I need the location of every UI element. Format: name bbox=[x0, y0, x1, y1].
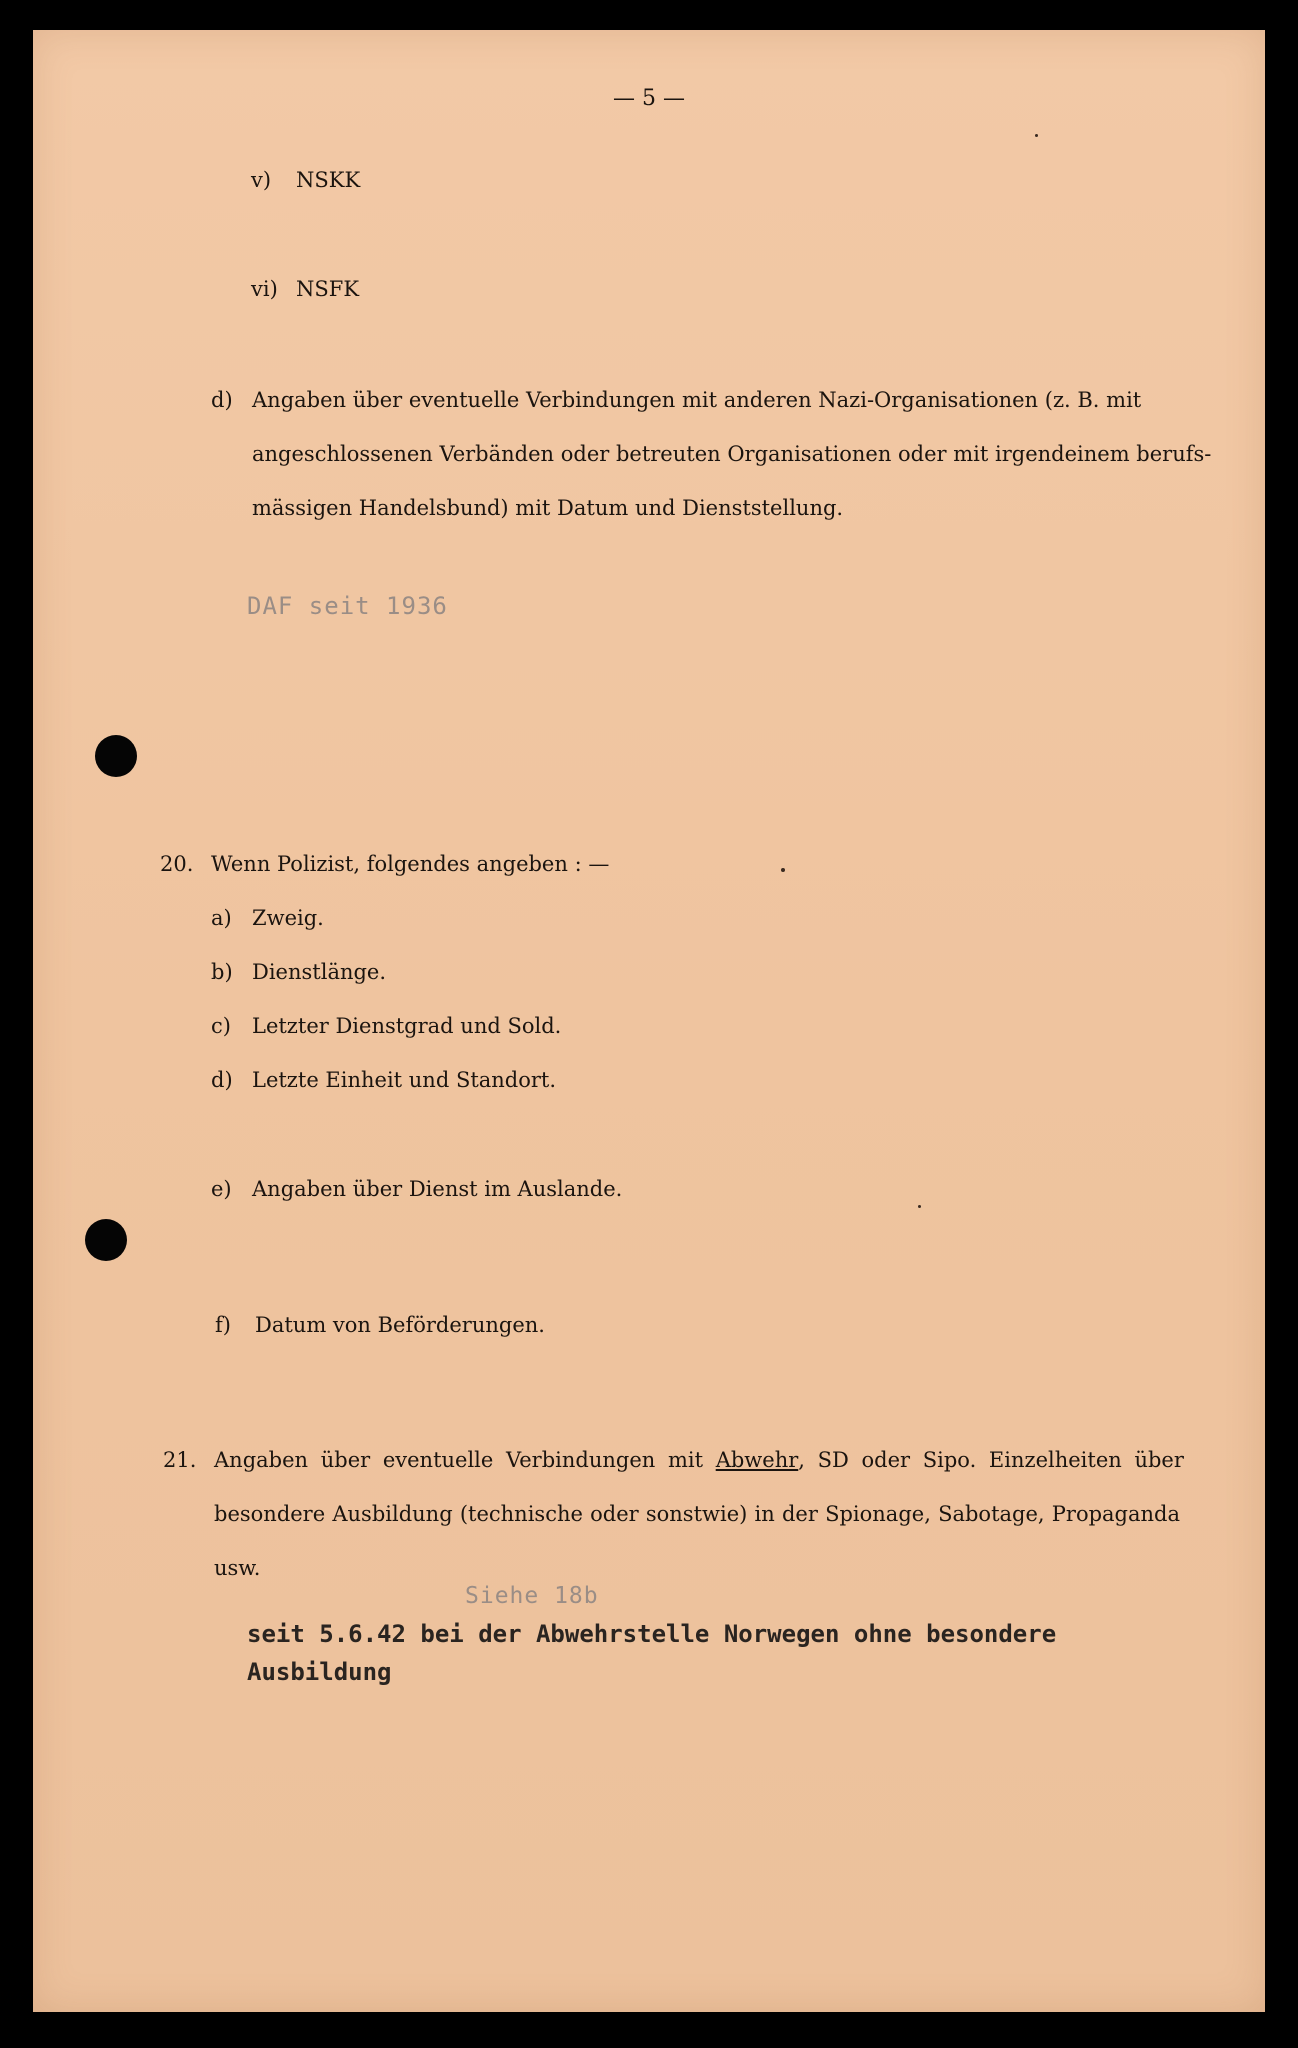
q20-a-text: Zweig. bbox=[252, 906, 324, 930]
q20-c-text: Letzter Dienstgrad und Sold. bbox=[252, 1014, 562, 1038]
item-d-line-3: mässigen Handelsbund) mit Datum und Dienststellung. bbox=[252, 496, 844, 520]
item-vi-text: NSFK bbox=[296, 277, 360, 301]
q20-number: 20. bbox=[160, 852, 194, 876]
item-d-line-1: Angaben über eventuelle Verbindungen mit anderen Nazi-Organisationen (z. B. mit bbox=[252, 388, 1142, 412]
q20-b-label: b) bbox=[211, 960, 233, 984]
q21-answer-ref: Siehe 18b bbox=[465, 1583, 599, 1609]
item-vi-label: vi) bbox=[251, 277, 278, 301]
q20-d-text: Letzte Einheit und Standort. bbox=[252, 1068, 557, 1092]
document-page bbox=[33, 30, 1265, 2012]
q21-line-2: besondere Ausbildung (technische oder sonstwie) in der Spionage, Sabotage, Propaganda bbox=[214, 1502, 1180, 1526]
punch-hole-upper bbox=[95, 735, 137, 777]
item-v-label: v) bbox=[251, 168, 272, 192]
paper-speck bbox=[781, 868, 785, 872]
q20-e-text: Angaben über Dienst im Auslande. bbox=[252, 1177, 623, 1201]
q20-f-text: Datum von Beförderungen. bbox=[255, 1313, 545, 1337]
q21-line-1-start: Angaben über eventuelle Verbindungen mit bbox=[214, 1448, 716, 1472]
q20-f-label: f) bbox=[215, 1313, 231, 1337]
q21-abwehr-underlined: Abwehr bbox=[715, 1448, 799, 1472]
q21-line-1 bbox=[214, 1448, 1184, 1472]
paper-speck bbox=[918, 1205, 921, 1208]
q20-d-label: d) bbox=[211, 1068, 233, 1092]
q20-c-label: c) bbox=[211, 1014, 231, 1038]
q21-number: 21. bbox=[163, 1448, 197, 1472]
q21-answer-line-2: Ausbildung bbox=[247, 1658, 392, 1686]
item-d-line-2: angeschlossenen Verbänden oder betreuten Organisationen oder mit irgendeinem berufs- bbox=[252, 442, 1212, 466]
q20-b-text: Dienstlänge. bbox=[252, 960, 387, 984]
q20-e-label: e) bbox=[211, 1177, 232, 1201]
item-v-text: NSKK bbox=[296, 168, 361, 192]
item-d-answer: DAF seit 1936 bbox=[247, 592, 448, 620]
q21-line-1-end: , SD oder Sipo. Einzelheiten über bbox=[798, 1448, 1184, 1472]
q21-answer-line-1: seit 5.6.42 bei der Abwehrstelle Norwegen ohne besondere bbox=[247, 1620, 1057, 1648]
q20-text: Wenn Polizist, folgendes angeben : — bbox=[211, 852, 610, 876]
q20-a-label: a) bbox=[211, 906, 232, 930]
page-number: — 5 — bbox=[613, 86, 685, 111]
item-d-label: d) bbox=[211, 388, 233, 412]
punch-hole-lower bbox=[85, 1219, 127, 1261]
paper-speck bbox=[1035, 134, 1038, 137]
q21-line-3: usw. bbox=[214, 1556, 261, 1580]
